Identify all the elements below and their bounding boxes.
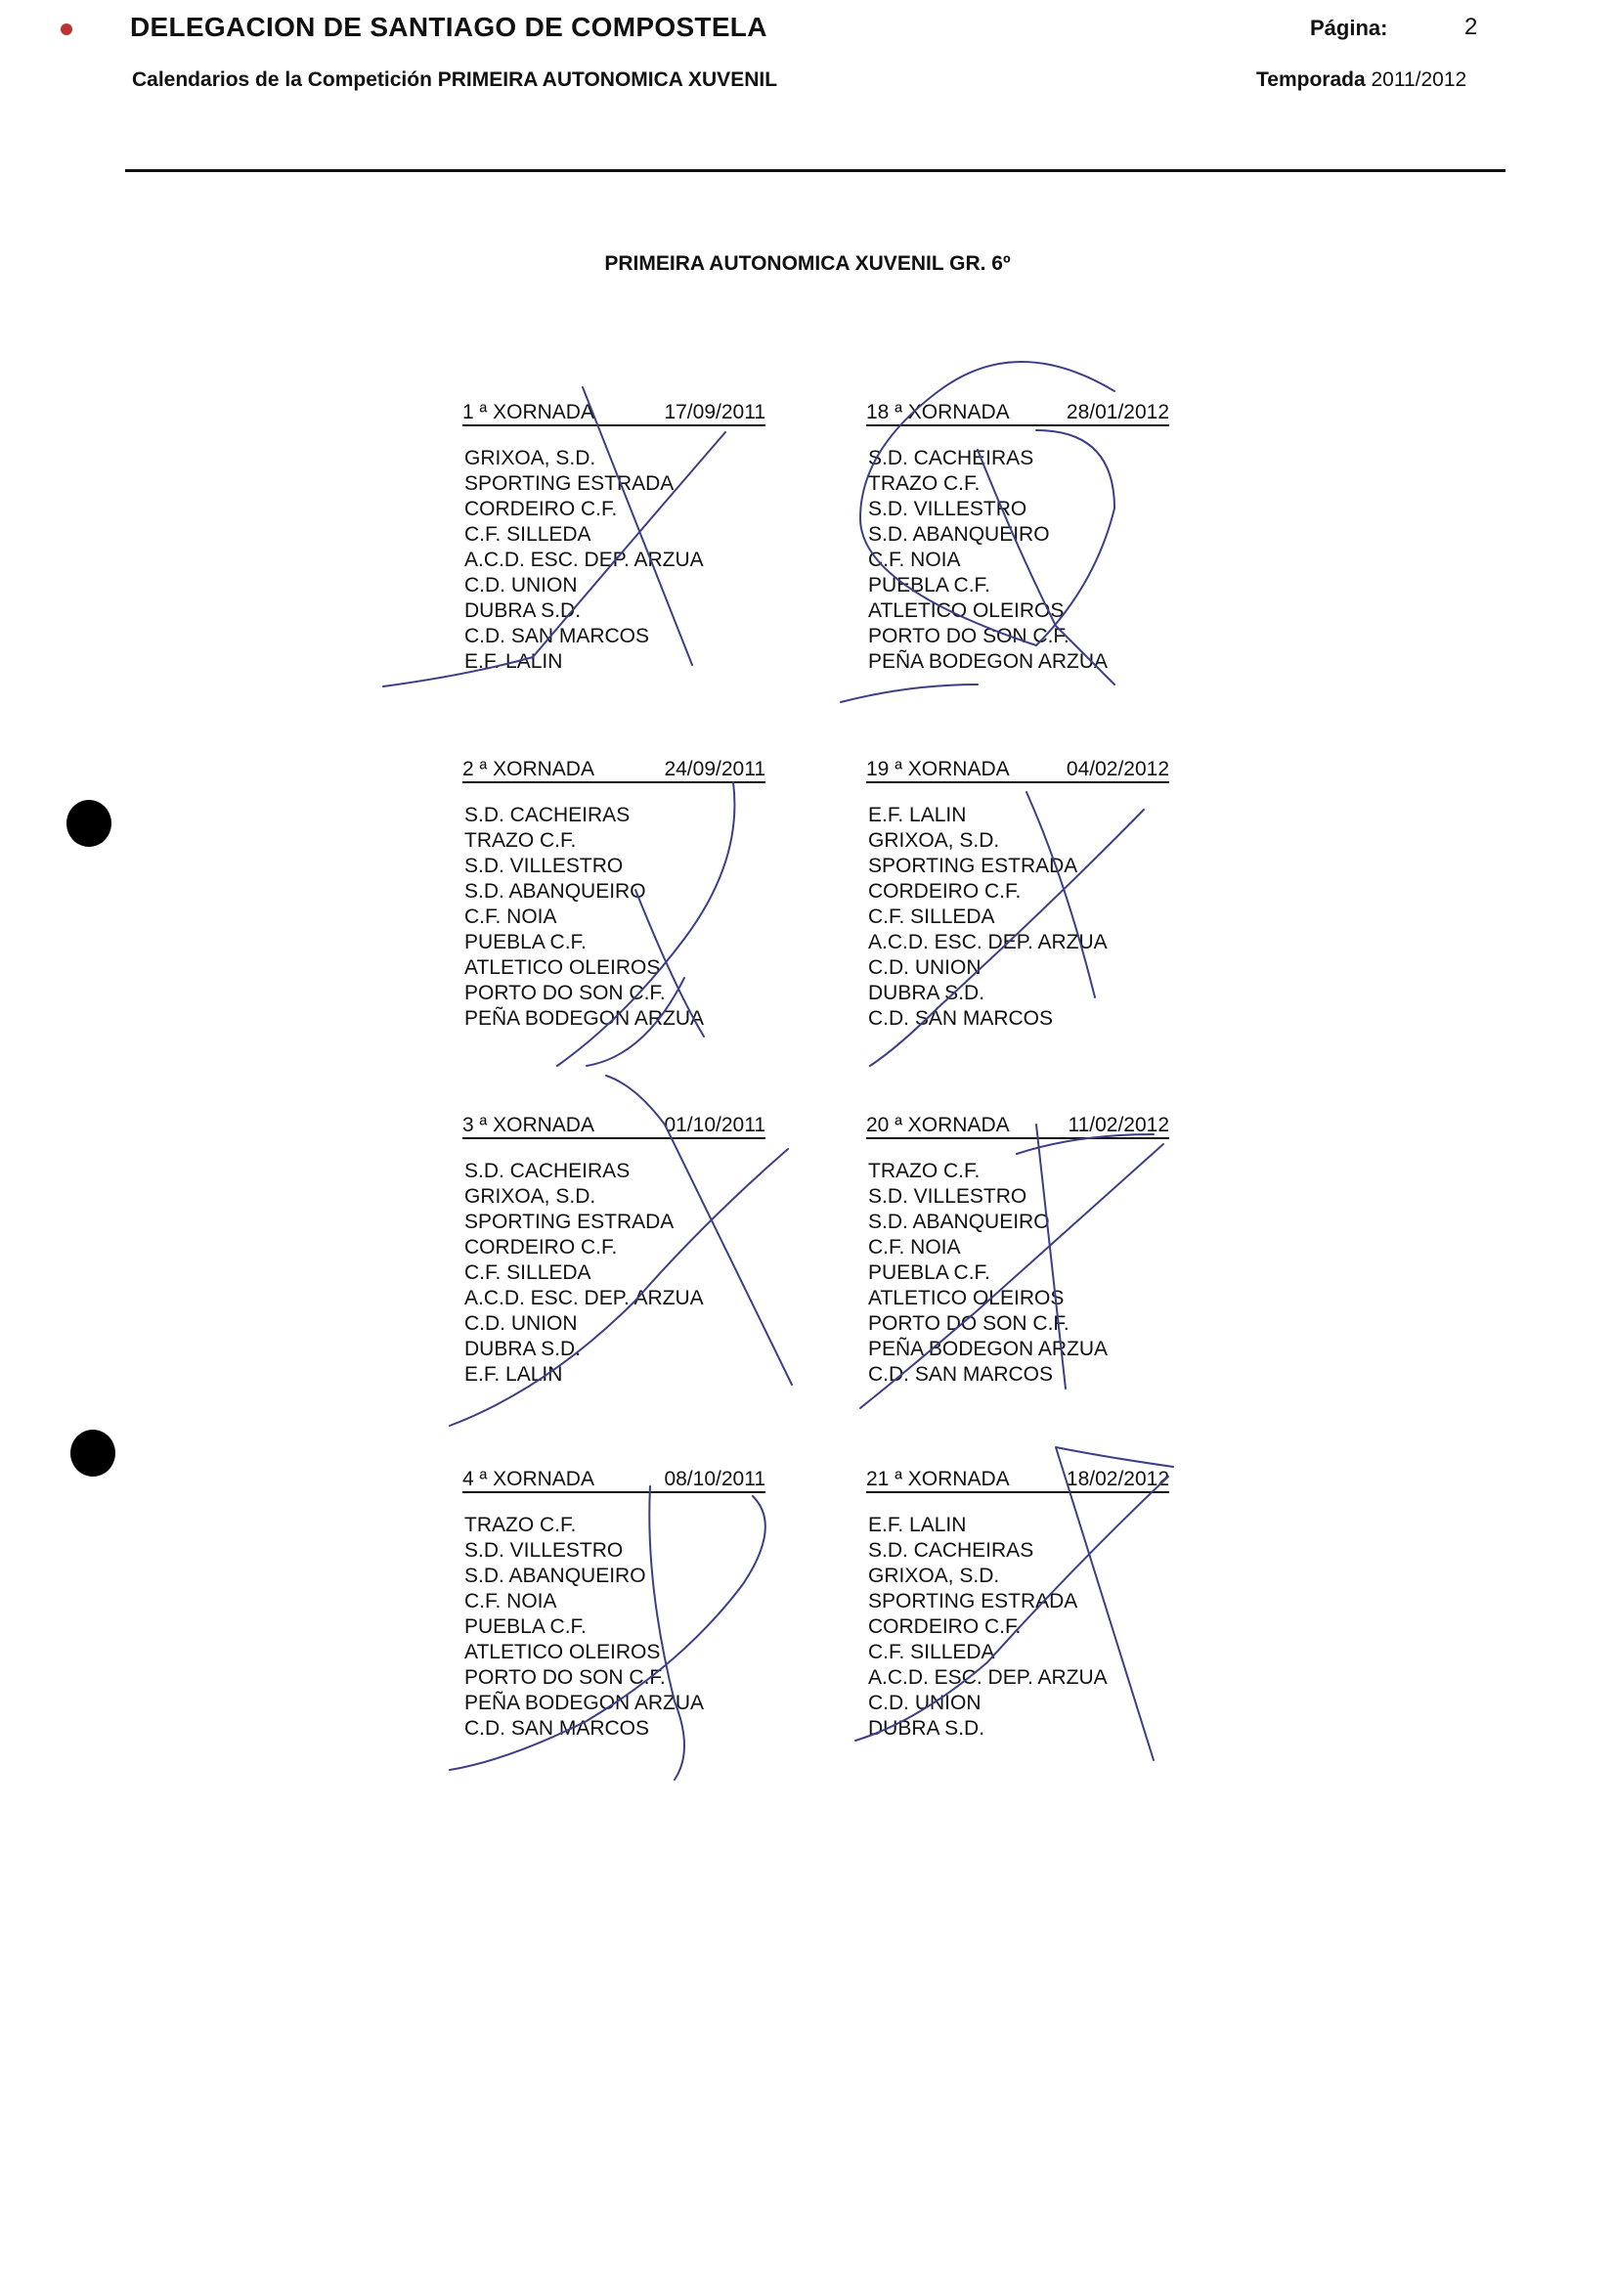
season bbox=[1256, 68, 1466, 92]
round-label: 20 ª XORNADA bbox=[866, 1114, 1010, 1136]
team-name: E.F. LALIN bbox=[464, 650, 563, 673]
round-label: 19 ª XORNADA bbox=[866, 758, 1010, 780]
round-date: 24/09/2011 bbox=[664, 758, 765, 780]
round-header bbox=[462, 1468, 765, 1493]
page-label: Página: bbox=[1310, 16, 1388, 40]
team-name: ATLETICO OLEIROS bbox=[868, 599, 1065, 622]
team-list bbox=[462, 1513, 765, 1742]
round-label: 1 ª XORNADA bbox=[462, 401, 594, 423]
team-name: E.F. LALIN bbox=[868, 1514, 967, 1536]
round-card bbox=[462, 1468, 765, 1742]
team-name: C.D. UNION bbox=[868, 1692, 982, 1714]
team-name: S.D. ABANQUEIRO bbox=[464, 1565, 646, 1587]
team-name: A.C.D. ESC. DEP. ARZUA bbox=[464, 549, 704, 571]
team-name: PUEBLA C.F. bbox=[868, 574, 990, 596]
header-divider bbox=[125, 169, 1506, 172]
corner-mark bbox=[61, 23, 72, 35]
team-name: C.D. SAN MARCOS bbox=[868, 1007, 1054, 1030]
team-name: ATLETICO OLEIROS bbox=[868, 1287, 1065, 1309]
team-name: C.D. SAN MARCOS bbox=[464, 625, 650, 647]
round-card bbox=[866, 401, 1169, 675]
team-name: CORDEIRO C.F. bbox=[464, 498, 618, 520]
round-date: 18/02/2012 bbox=[1066, 1468, 1169, 1490]
round-date: 04/02/2012 bbox=[1066, 758, 1169, 780]
team-list bbox=[866, 446, 1169, 675]
team-name: C.F. NOIA bbox=[868, 1236, 961, 1258]
team-list bbox=[462, 446, 765, 675]
team-name: C.F. SILLEDA bbox=[868, 905, 995, 928]
team-name: DUBRA S.D. bbox=[868, 1717, 985, 1740]
round-header bbox=[866, 401, 1169, 426]
team-name: C.F. SILLEDA bbox=[464, 1261, 591, 1284]
round-header bbox=[462, 1114, 765, 1139]
round-date: 01/10/2011 bbox=[664, 1114, 765, 1136]
round-label: 2 ª XORNADA bbox=[462, 758, 594, 780]
round-header bbox=[866, 758, 1169, 783]
team-name: S.D. CACHEIRAS bbox=[868, 1539, 1034, 1562]
team-name: SPORTING ESTRADA bbox=[464, 1211, 675, 1233]
team-name: GRIXOA, S.D. bbox=[464, 1185, 596, 1208]
team-name: CORDEIRO C.F. bbox=[868, 1615, 1022, 1638]
team-name: PORTO DO SON C.F. bbox=[868, 625, 1069, 647]
round-label: 18 ª XORNADA bbox=[866, 401, 1010, 423]
team-name: C.F. NOIA bbox=[464, 1590, 557, 1612]
team-name: SPORTING ESTRADA bbox=[868, 855, 1078, 877]
team-name: A.C.D. ESC. DEP. ARZUA bbox=[464, 1287, 704, 1309]
team-name: GRIXOA, S.D. bbox=[868, 829, 1000, 852]
round-card bbox=[866, 1114, 1169, 1388]
round-label: 3 ª XORNADA bbox=[462, 1114, 594, 1136]
calendar-title: Calendarios de la Competición PRIMEIRA AUTONOMICA XUVENIL bbox=[132, 68, 778, 91]
team-name: PUEBLA C.F. bbox=[868, 1261, 990, 1284]
round-date: 17/09/2011 bbox=[664, 401, 765, 423]
team-name: S.D. VILLESTRO bbox=[868, 1185, 1027, 1208]
team-name: PEÑA BODEGON ARZUA bbox=[868, 650, 1109, 673]
team-name: PEÑA BODEGON ARZUA bbox=[464, 1692, 705, 1714]
team-name: DUBRA S.D. bbox=[868, 982, 985, 1004]
round-header bbox=[866, 1114, 1169, 1139]
team-name: PORTO DO SON C.F. bbox=[464, 982, 666, 1004]
team-name: S.D. VILLESTRO bbox=[464, 1539, 624, 1562]
team-name: C.F. SILLEDA bbox=[464, 523, 591, 546]
team-name: TRAZO C.F. bbox=[464, 829, 577, 852]
team-name: C.D. UNION bbox=[464, 1312, 578, 1335]
team-name: S.D. CACHEIRAS bbox=[464, 1160, 631, 1182]
team-list bbox=[866, 803, 1169, 1032]
round-date: 28/01/2012 bbox=[1066, 401, 1169, 423]
team-name: S.D. CACHEIRAS bbox=[868, 447, 1034, 469]
team-name: TRAZO C.F. bbox=[868, 472, 981, 495]
team-name: S.D. ABANQUEIRO bbox=[464, 880, 646, 903]
team-name: CORDEIRO C.F. bbox=[464, 1236, 618, 1258]
team-name: GRIXOA, S.D. bbox=[868, 1565, 1000, 1587]
round-label: 21 ª XORNADA bbox=[866, 1468, 1010, 1490]
team-name: SPORTING ESTRADA bbox=[464, 472, 675, 495]
group-title: PRIMEIRA AUTONOMICA XUVENIL GR. 6º bbox=[604, 252, 1011, 275]
team-name: PEÑA BODEGON ARZUA bbox=[464, 1007, 705, 1030]
season-value: 2011/2012 bbox=[1371, 68, 1467, 91]
team-name: S.D. VILLESTRO bbox=[464, 855, 624, 877]
team-name: C.D. SAN MARCOS bbox=[464, 1717, 650, 1740]
team-name: PORTO DO SON C.F. bbox=[868, 1312, 1069, 1335]
round-card bbox=[462, 758, 765, 1032]
team-name: C.D. SAN MARCOS bbox=[868, 1363, 1054, 1386]
team-name: PEÑA BODEGON ARZUA bbox=[868, 1338, 1109, 1360]
team-name: DUBRA S.D. bbox=[464, 599, 582, 622]
team-name: S.D. ABANQUEIRO bbox=[868, 523, 1050, 546]
org-title: DELEGACION DE SANTIAGO DE COMPOSTELA bbox=[130, 12, 767, 42]
team-name: C.F. NOIA bbox=[868, 549, 961, 571]
team-name: C.D. UNION bbox=[464, 574, 578, 596]
team-name: SPORTING ESTRADA bbox=[868, 1590, 1078, 1612]
page-number: 2 bbox=[1464, 14, 1478, 40]
team-name: ATLETICO OLEIROS bbox=[464, 956, 661, 979]
round-header bbox=[462, 758, 765, 783]
team-name: CORDEIRO C.F. bbox=[868, 880, 1022, 903]
team-name: S.D. CACHEIRAS bbox=[464, 804, 631, 826]
round-header bbox=[462, 401, 765, 426]
team-list bbox=[866, 1513, 1169, 1742]
team-name: C.F. NOIA bbox=[464, 905, 557, 928]
team-name: A.C.D. ESC. DEP. ARZUA bbox=[868, 931, 1108, 953]
team-name: PORTO DO SON C.F. bbox=[464, 1666, 666, 1689]
punch-hole bbox=[66, 800, 111, 847]
team-name: S.D. VILLESTRO bbox=[868, 498, 1027, 520]
team-list bbox=[866, 1159, 1169, 1388]
team-name: GRIXOA, S.D. bbox=[464, 447, 596, 469]
team-name: DUBRA S.D. bbox=[464, 1338, 582, 1360]
team-name: C.F. SILLEDA bbox=[868, 1641, 995, 1663]
team-name: S.D. ABANQUEIRO bbox=[868, 1211, 1050, 1233]
round-label: 4 ª XORNADA bbox=[462, 1468, 594, 1490]
team-name: PUEBLA C.F. bbox=[464, 1615, 587, 1638]
team-name: A.C.D. ESC. DEP. ARZUA bbox=[868, 1666, 1108, 1689]
round-date: 08/10/2011 bbox=[664, 1468, 765, 1490]
team-name: ATLETICO OLEIROS bbox=[464, 1641, 661, 1663]
round-card bbox=[866, 1468, 1169, 1742]
round-card bbox=[866, 758, 1169, 1032]
round-card bbox=[462, 401, 765, 675]
punch-hole bbox=[70, 1430, 115, 1477]
team-name: C.D. UNION bbox=[868, 956, 982, 979]
team-list bbox=[462, 803, 765, 1032]
round-card bbox=[462, 1114, 765, 1388]
team-name: TRAZO C.F. bbox=[464, 1514, 577, 1536]
team-list bbox=[462, 1159, 765, 1388]
round-date: 11/02/2012 bbox=[1068, 1114, 1169, 1136]
team-name: TRAZO C.F. bbox=[868, 1160, 981, 1182]
team-name: PUEBLA C.F. bbox=[464, 931, 587, 953]
team-name: E.F. LALIN bbox=[868, 804, 967, 826]
season-label: Temporada bbox=[1256, 68, 1366, 91]
round-header bbox=[866, 1468, 1169, 1493]
team-name: E.F. LALIN bbox=[464, 1363, 563, 1386]
